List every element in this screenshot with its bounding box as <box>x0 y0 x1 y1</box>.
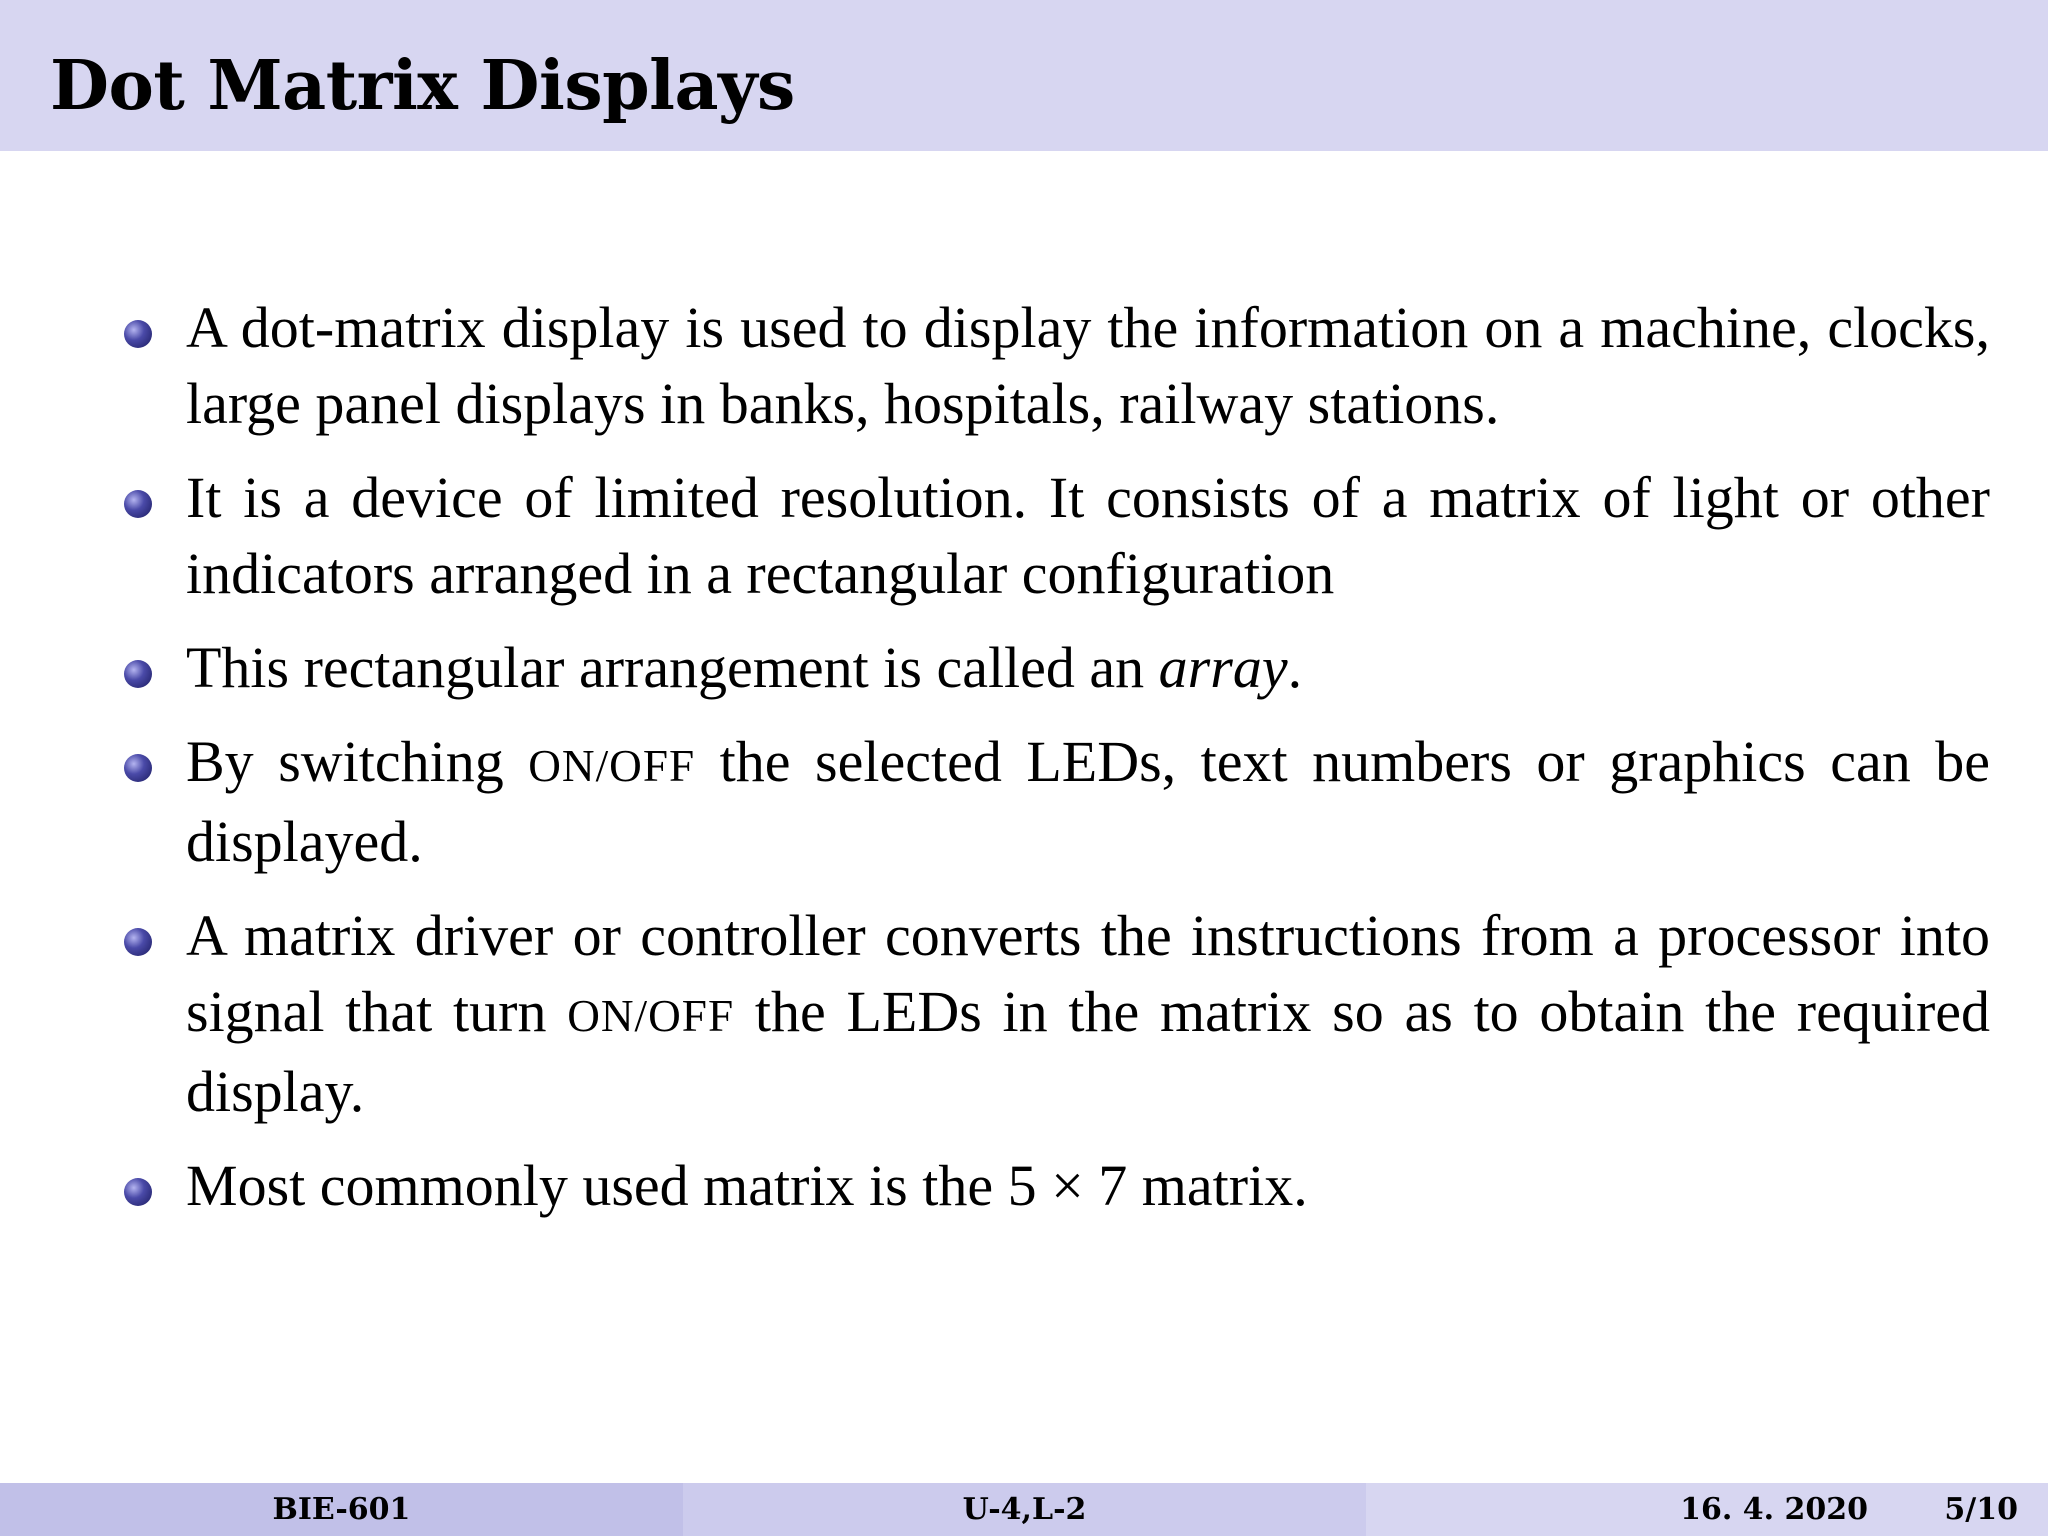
bullet-item <box>120 630 1990 706</box>
slide-title: Dot Matrix Displays <box>50 46 795 126</box>
bullet-text: the selected LEDs, text numbers or graphics can be displayed. <box>186 729 1990 874</box>
bullet-item <box>120 460 1990 612</box>
bullet-ball-icon <box>124 490 152 518</box>
bullet-text: the LEDs in the matrix so as to obtain the required display. <box>186 979 1990 1124</box>
bullet-ball-icon <box>124 320 152 348</box>
footer-page-number: 5/10 <box>1944 1492 2018 1527</box>
bullet-text: Most commonly used matrix is the 5 × 7 matrix. <box>186 1153 1308 1218</box>
slide-content <box>120 290 1990 1242</box>
title-bar <box>0 0 2048 151</box>
bullet-smallcaps: ON/OFF <box>528 741 696 791</box>
bullet-text: This rectangular arrangement is called an <box>186 635 1159 700</box>
bullet-item <box>120 724 1990 880</box>
bullet-text: It is a device of limited resolution. It consists of a matrix of light or other indicators arranged in a rectangular configuration <box>186 465 1990 606</box>
footer-right <box>1366 1483 2048 1536</box>
footer-bar <box>0 1483 2048 1536</box>
bullet-text: A dot-matrix display is used to display the information on a machine, clocks, large panel displays in banks, hospitals, railway stations. <box>186 295 1990 436</box>
bullet-item <box>120 1148 1990 1224</box>
footer-course: BIE-601 <box>0 1483 683 1536</box>
bullet-item <box>120 898 1990 1130</box>
bullet-emphasis: array <box>1158 635 1288 700</box>
bullet-item <box>120 290 1990 442</box>
bullet-ball-icon <box>124 754 152 782</box>
bullet-ball-icon <box>124 660 152 688</box>
footer-date: 16. 4. 2020 <box>1680 1492 1868 1527</box>
footer-unit: U-4,L-2 <box>683 1483 1366 1536</box>
bullet-ball-icon <box>124 928 152 956</box>
bullet-text: By switching <box>186 729 529 794</box>
bullet-text: . <box>1287 635 1303 700</box>
bullet-ball-icon <box>124 1178 152 1206</box>
bullet-smallcaps: ON/OFF <box>567 991 735 1041</box>
bullet-text: A matrix driver or controller converts the instructions from a processor into signal that turn <box>186 903 1990 1044</box>
